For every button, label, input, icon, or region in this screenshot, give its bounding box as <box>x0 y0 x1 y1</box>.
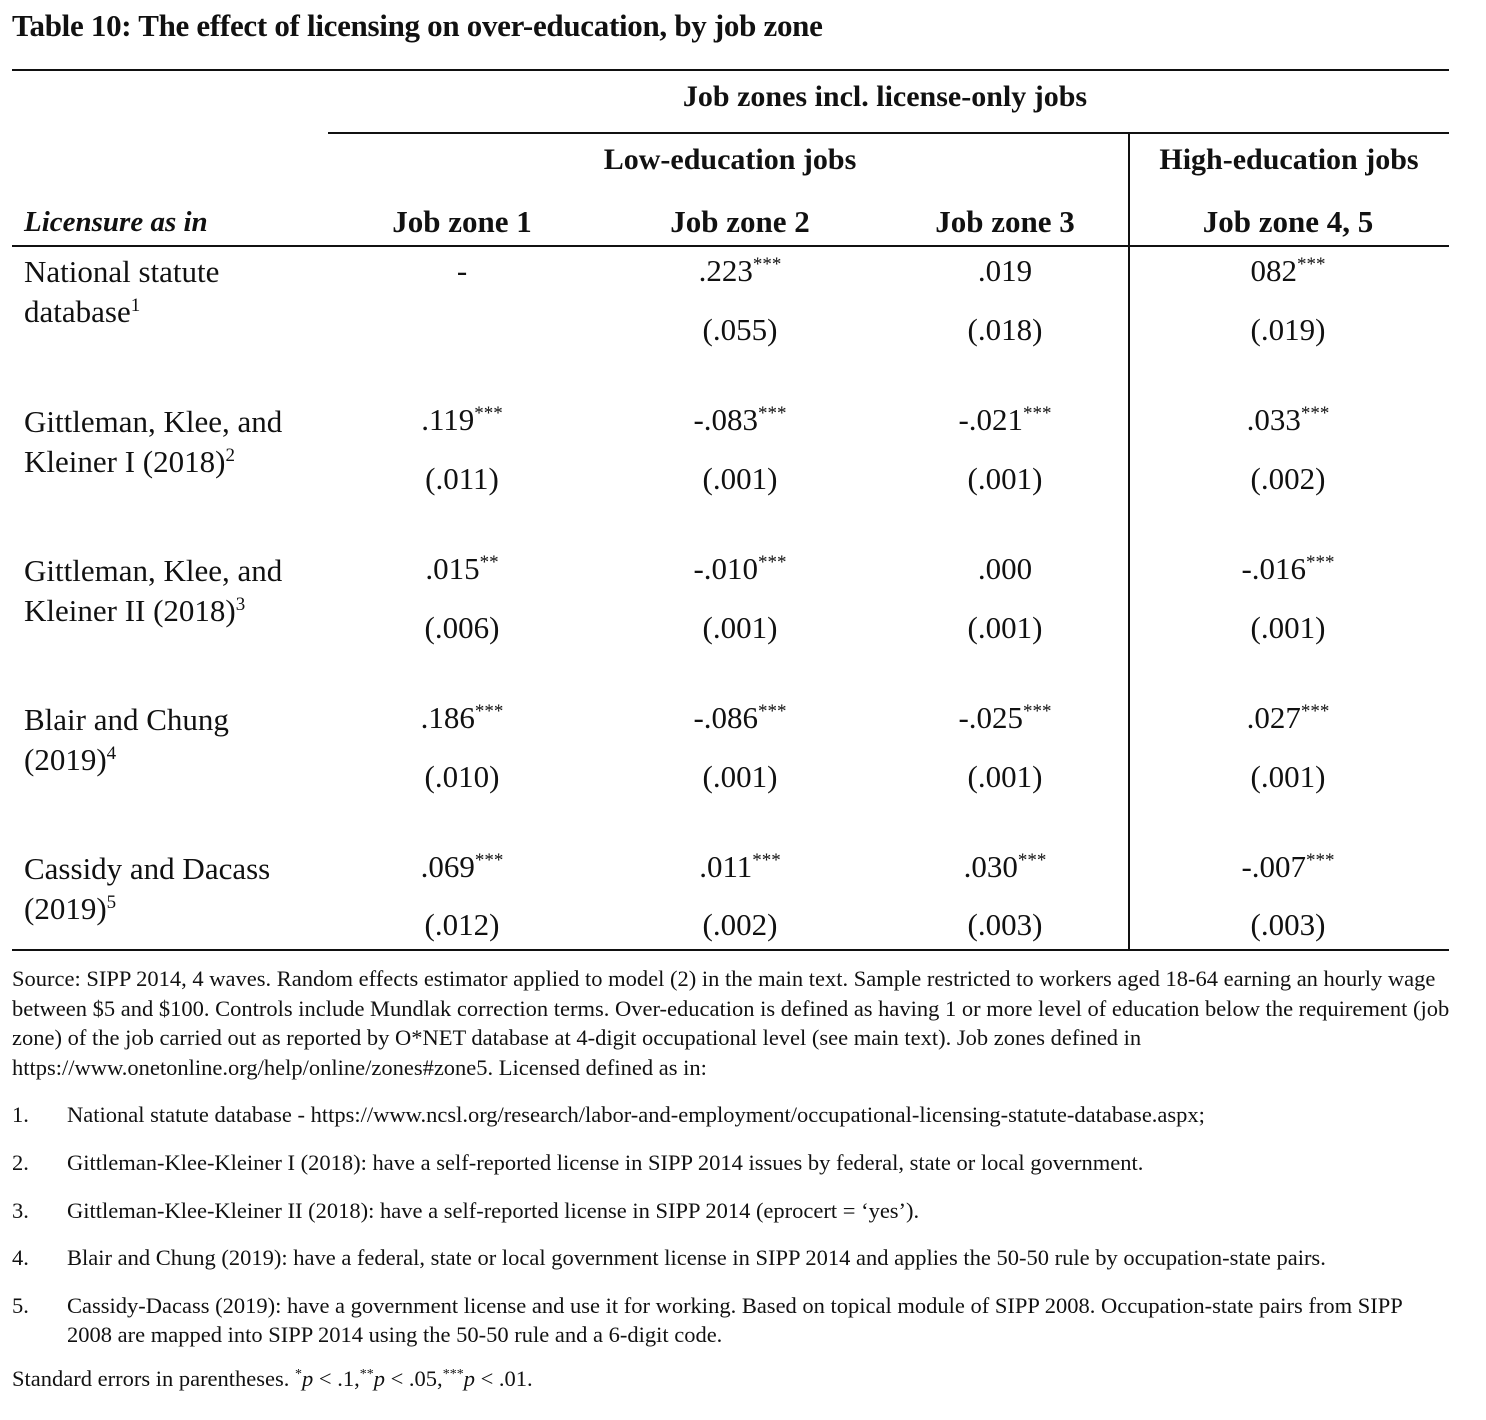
coef-cell: .119*** <box>421 402 503 437</box>
row-label-cassidy-dacass: Cassidy and Dacass $(2019)^5$ <box>24 851 271 926</box>
source-note: Source: SIPP 2014, 4 waves. Random effects estimator applied to model (2) in the main text. Sample restricted to workers aged 18-64 earning an hourly wage between $5 and $100. Controls include Mundlak correction terms. Over-education is defined as having 1 or more level of education below the requirement (job zone) of the job carried out as reported by O*NET database at 4-digit occupational level (see main text). Job zones defined in https://www.onetonline.org/help/online/zones#zone5. Licensed defined as in: <box>12 966 1450 1080</box>
coef-cell: .011*** <box>699 849 781 884</box>
top-group-header: Job zones incl. license-only jobs <box>682 80 1088 113</box>
se-cell: (.001) <box>967 610 1043 645</box>
low-education-header: Low-education jobs <box>603 143 857 176</box>
column-header-zone3: Job zone 3 <box>935 204 1075 239</box>
se-cell: (.055) <box>702 312 778 347</box>
column-header-zone2: Job zone 2 <box>670 204 810 239</box>
coef-cell: -.086*** <box>693 700 787 735</box>
footnote-item: 1. National statute database - https://www.ncsl.org/research/labor-and-employment/occupational-licensing-statute-database.aspx; <box>12 1102 1205 1127</box>
coef-cell: -.025*** <box>958 700 1052 735</box>
se-cell: (.012) <box>424 907 500 942</box>
coef-cell: .019 <box>977 253 1033 288</box>
licensure-header: Licensure as in <box>24 206 208 238</box>
se-cell: (.001) <box>702 610 778 645</box>
row-label-gkk-ii: Gittleman, Klee, and Kleiner II $(2018)^3$ <box>24 553 283 628</box>
coef-cell: -.021*** <box>958 402 1052 437</box>
se-cell: (.018) <box>967 312 1043 347</box>
coef-cell: - <box>456 253 468 288</box>
group-rule <box>328 132 1449 134</box>
coef-cell: .186*** <box>420 700 504 735</box>
footnote-item: 3. Gittleman-Klee-Kleiner II (2018): have a self-reported license in SIPP 2014 (eprocert = ‘yes’). <box>12 1198 920 1223</box>
coef-cell: -.010*** <box>693 551 787 586</box>
se-cell: (.010) <box>424 759 500 794</box>
row-label-national-statute: National statute database$^1$ <box>24 254 220 329</box>
footnote-item: 5. Cassidy-Dacass (2019): have a government license and use it for working. Based on topical module of SIPP 2008. Occupation-state pairs from SIPP 2008 are mapped into SIPP 2014 using the 50-50 rule and a 6-digit code. <box>12 1293 1402 1347</box>
top-rule <box>12 69 1449 71</box>
coef-cell: .069*** <box>420 849 504 884</box>
se-cell: (.001) <box>967 461 1043 496</box>
coef-cell: -.016*** <box>1241 551 1335 586</box>
table-title: Table 10: The effect of licensing on over-education, by job zone <box>12 8 823 43</box>
column-header-zone1: Job zone 1 <box>392 204 532 239</box>
coef-cell: .033*** <box>1246 402 1330 437</box>
footnote-item: 4. Blair and Chung (2019): have a federal, state or local government license in SIPP 2014 and applies the 50-50 rule by occupation-state pairs. <box>12 1245 1326 1270</box>
coef-cell: -.007*** <box>1241 849 1335 884</box>
column-header-zone45: Job zone 4, 5 <box>1202 204 1374 239</box>
se-cell: (.001) <box>702 461 778 496</box>
coef-cell: .000 <box>977 551 1033 586</box>
row-label-blair-chung: Blair and Chung $(2019)^4$ <box>24 702 229 777</box>
footnote-item: 2. Gittleman-Klee-Kleiner I (2018): have a self-reported license in SIPP 2014 issues by federal, state or local government. <box>12 1150 1144 1175</box>
header-rule <box>12 245 1449 247</box>
se-cell: (.003) <box>1250 907 1326 942</box>
se-cell: (.001) <box>967 759 1043 794</box>
se-cell: (.001) <box>702 759 778 794</box>
coef-cell: .027*** <box>1246 700 1330 735</box>
column-divider <box>1128 133 1130 950</box>
se-cell: (.006) <box>424 610 500 645</box>
bottom-rule <box>12 949 1449 951</box>
se-cell: (.019) <box>1250 312 1326 347</box>
se-cell: (.011) <box>425 461 499 496</box>
coef-cell: -.083*** <box>693 402 787 437</box>
coef-cell: .015** <box>425 551 499 586</box>
se-cell: (.002) <box>1250 461 1326 496</box>
high-education-header: High-education jobs <box>1159 143 1419 176</box>
coef-cell: .030*** <box>963 849 1047 884</box>
coef-cell: 082*** <box>1250 253 1326 288</box>
coef-cell: .223*** <box>698 253 782 288</box>
se-cell: (.001) <box>1250 610 1326 645</box>
significance-note: Standard errors in parentheses. *p < .1,**p < .05,***p < .01. <box>12 1366 533 1391</box>
se-cell: (.001) <box>1250 759 1326 794</box>
se-cell: (.003) <box>967 907 1043 942</box>
row-label-gkk-i: Gittleman, Klee, and Kleiner I $(2018)^2$ <box>24 404 283 479</box>
se-cell: (.002) <box>702 907 778 942</box>
